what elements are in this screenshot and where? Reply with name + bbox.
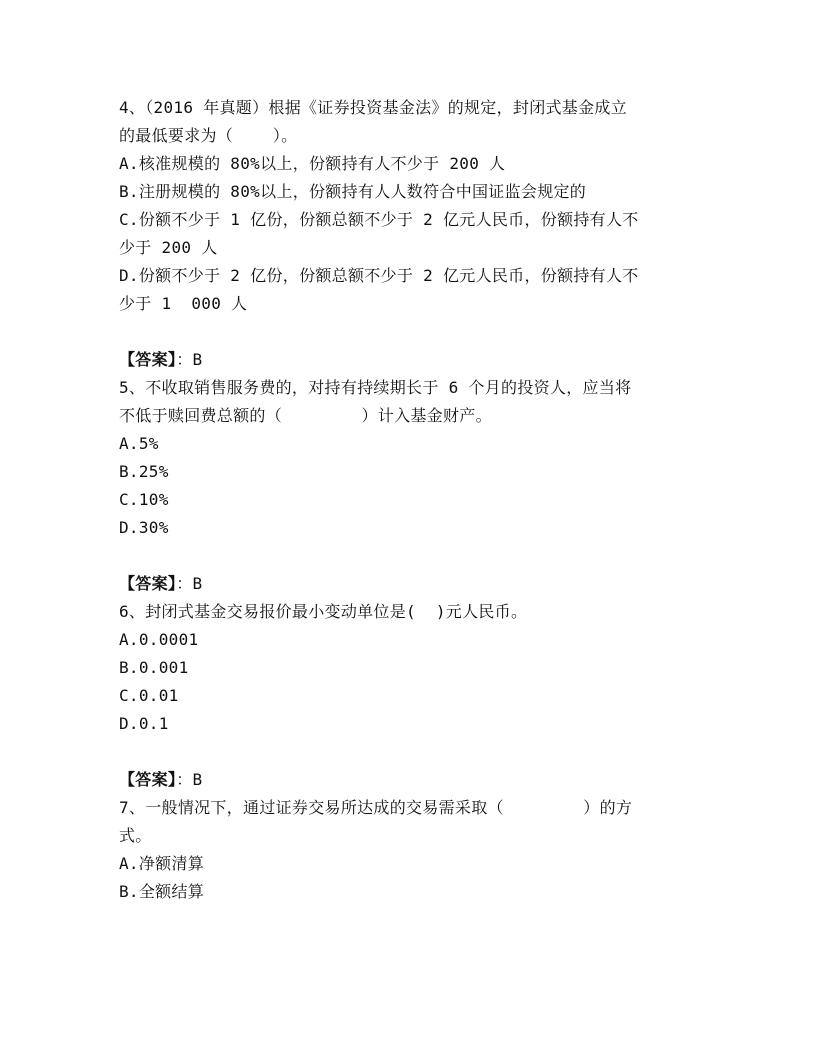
question-stem-line: 式。 — [119, 826, 152, 845]
option-b: B.25% — [119, 462, 169, 481]
option-c: C.0.01 — [119, 686, 179, 705]
answer-label: 【答案】 — [119, 574, 177, 593]
answer-line — [119, 570, 699, 598]
question-7 — [119, 794, 699, 906]
option-a: A.0.0001 — [119, 630, 199, 649]
option-b: B.全额结算 — [119, 882, 205, 901]
option-c: C.份额不少于 1 亿份，份额总额不少于 2 亿元人民币，份额持有人不 — [119, 210, 639, 229]
answer-value: ：B — [176, 770, 203, 789]
answer-label: 【答案】 — [119, 770, 177, 789]
option-a: A.核准规模的 80%以上，份额持有人不少于 200 人 — [119, 154, 506, 173]
answer-label: 【答案】 — [119, 350, 177, 369]
option-a: A.净额清算 — [119, 854, 205, 873]
answer-line — [119, 766, 699, 794]
option-d-continued: 少于 1 000 人 — [119, 294, 248, 313]
question-stem-line: 6、封闭式基金交易报价最小变动单位是( )元人民币。 — [119, 602, 528, 621]
option-a: A.5% — [119, 434, 159, 453]
answer-line — [119, 346, 699, 374]
question-stem-line: 的最低要求为（ ）。 — [119, 126, 298, 145]
question-4 — [119, 94, 699, 374]
option-d: D.30% — [119, 518, 169, 537]
question-stem-line: 5、不收取销售服务费的，对持有持续期长于 6 个月的投资人，应当将 — [119, 378, 632, 397]
answer-value: ：B — [176, 350, 203, 369]
question-5 — [119, 374, 699, 598]
option-c-continued: 少于 200 人 — [119, 238, 218, 257]
question-stem-line: 7、一般情况下，通过证券交易所达成的交易需采取（ ）的方 — [119, 798, 633, 817]
question-6 — [119, 598, 699, 794]
option-c: C.10% — [119, 490, 169, 509]
question-list — [119, 94, 699, 906]
question-stem-line: 不低于赎回费总额的（ ）计入基金财产。 — [119, 406, 492, 425]
option-d: D.0.1 — [119, 714, 169, 733]
option-d: D.份额不少于 2 亿份，份额总额不少于 2 亿元人民币，份额持有人不 — [119, 266, 639, 285]
question-stem-line: 4、（2016 年真题）根据《证券投资基金法》的规定，封闭式基金成立 — [119, 98, 627, 117]
option-b: B.0.001 — [119, 658, 189, 677]
option-b: B.注册规模的 80%以上，份额持有人人数符合中国证监会规定的 — [119, 182, 587, 201]
answer-value: ：B — [176, 574, 203, 593]
